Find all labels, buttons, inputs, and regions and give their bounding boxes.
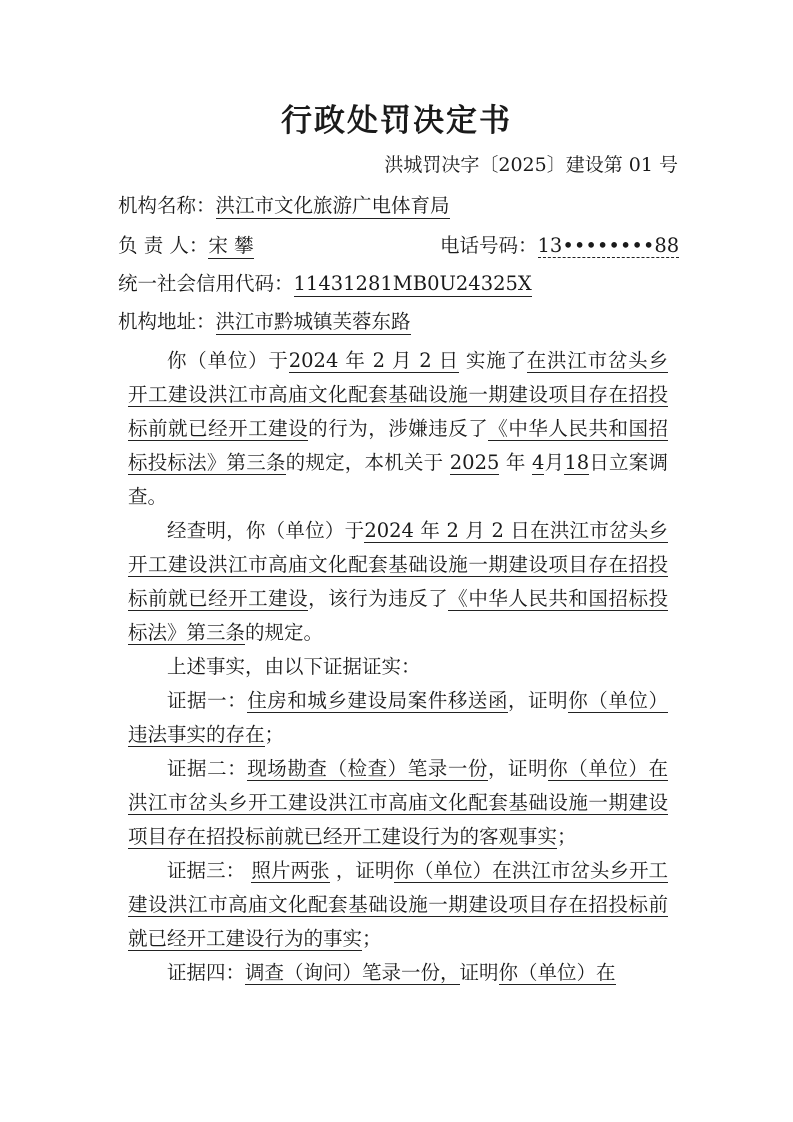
responsible-person-value: 宋 攀 — [208, 234, 254, 257]
responsible-person-field — [118, 230, 254, 258]
phone-label: 电话号码： — [440, 234, 538, 257]
document-number: 洪城罚决字〔2025〕建设第 01 号 — [384, 154, 678, 176]
org-name-value: 洪江市文化旅游广电体育局 — [215, 194, 450, 217]
evidence-item-3: 证据三： 照片两张 ，证明你（单位）在洪江市岔头乡开工建设洪江市高庙文化配套基础设施一期建设项目存在招投标前就已经开工建设行为的事实； — [128, 859, 668, 950]
org-name-field — [118, 190, 450, 218]
org-name-label: 机构名称： — [118, 194, 216, 217]
paragraph-evidence-intro: 上述事实，由以下证据证实： — [167, 655, 421, 678]
responsible-person-label: 负 责 人： — [118, 234, 209, 257]
evidence-item-4: 证据四：调查（询问）笔录一份，证明你（单位）在 — [167, 961, 616, 984]
document-title: 行政处罚决定书 — [281, 103, 512, 139]
evidence-item-1: 证据一：住房和城乡建设局案件移送函，证明你（单位）违法事实的存在； — [128, 689, 668, 746]
credit-code-value: 11431281MB0U24325X — [293, 272, 532, 295]
document-body — [128, 344, 668, 990]
paragraph-case-filing: 你（单位）于2024 年 2 月 2 日 实施了在洪江市岔头乡开工建设洪江市高庙文化配套基础设施一期建设项目存在招投标前就已经开工建设的行为，涉嫌违反了《中华人民共和国招标投标法》第三条的规定，本机关于 2025 年 4月18日立案调查。 — [128, 349, 668, 508]
credit-code-label: 统一社会信用代码： — [118, 272, 294, 295]
evidence-item-2: 证据二：现场勘查（检查）笔录一份，证明你（单位）在洪江市岔头乡开工建设洪江市高庙文化配套基础设施一期建设项目存在招投标前就已经开工建设行为的客观事实； — [128, 757, 668, 848]
phone-field — [440, 230, 679, 258]
address-field — [118, 306, 411, 334]
address-label: 机构地址： — [118, 310, 216, 333]
address-value: 洪江市黔城镇芙蓉东路 — [215, 310, 411, 333]
paragraph-findings: 经查明，你（单位）于2024 年 2 月 2 日在洪江市岔头乡开工建设洪江市高庙文化配套基础设施一期建设项目存在招投标前就已经开工建设，该行为违反了《中华人民共和国招标投标法》第三条的规定。 — [128, 519, 668, 644]
phone-value: 13••••••••88 — [537, 234, 680, 257]
credit-code-field — [118, 268, 532, 296]
